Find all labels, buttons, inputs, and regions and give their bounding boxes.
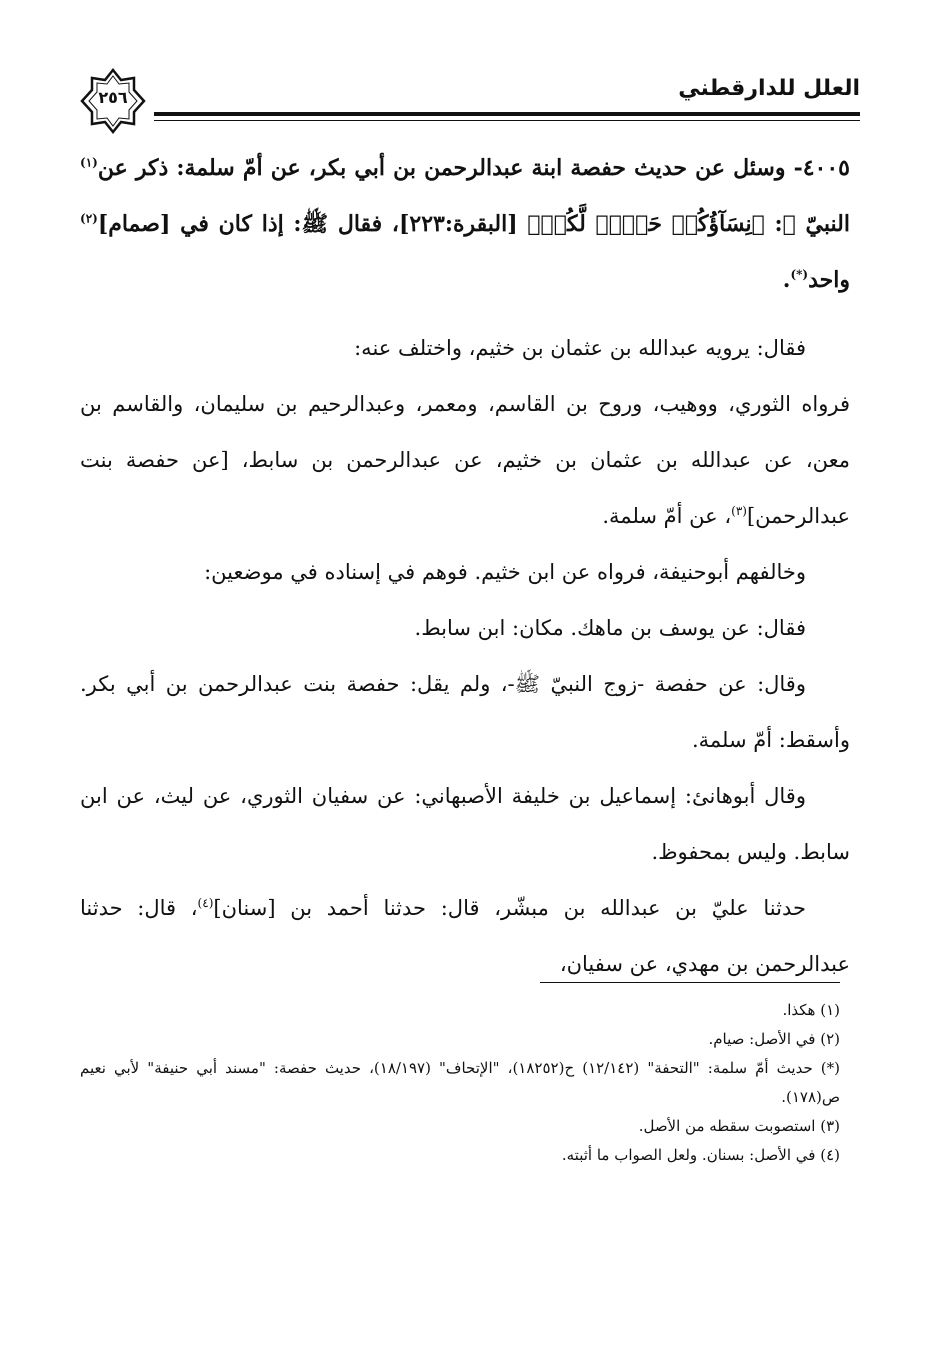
footnotes [80,996,840,1170]
hadith-question-end: . [782,267,791,293]
page-header [80,68,860,128]
footnote-4: (٤) في الأصل: بسنان. ولعل الصواب ما أثبته. [561,1146,840,1164]
hadith-question-paragraph [80,140,850,308]
hadith-question-text-2: النبيّ ﷺ: ﴿نِسَآؤُكُمۡ حَرۡثٞ لَّكُمۡ﴾ [البقرة:٢٢٣]، فقال ﷺ: إذا كان في [صمام] [97,211,850,237]
narrators-text-end: ، عن أمّ سلمة. [602,504,732,528]
main-text [80,140,850,992]
footnote-ref-2: (٢) [80,211,98,226]
isnad-paragraph [80,880,850,992]
yusuf-paragraph: فقال: عن يوسف بن ماهك. مكان: ابن سابط. [414,616,806,640]
footnote-ref-4: (٤) [197,896,214,910]
answer-paragraph: فقال: يرويه عبدالله بن عثمان بن خثيم، واختلف عنه: [354,336,806,360]
footnote-ref-3: (٣) [731,504,747,518]
abu-hanifa-paragraph: وخالفهم أبوحنيفة، فرواه عن ابن خثيم. فوهم في إسناده في موضعين: [204,560,806,584]
hadith-number: ٤٠٠٥ [802,155,850,181]
isnad-text: حدثنا عليّ بن عبدالله بن مبشّر، قال: حدثنا أحمد بن [سنان] [213,896,806,920]
abu-hani-paragraph: وقال أبوهانئ: إسماعيل بن خليفة الأصبهاني: عن سفيان الثوري، عن ليث، عن ابن سابط. وليس بمحفوظ. [80,784,850,864]
footnote-2: (٢) في الأصل: صيام. [708,1030,840,1048]
footnote-1: (١) هكذا. [782,1001,840,1019]
narrators-text: فرواه الثوري، ووهيب، وروح بن القاسم، ومعمر، وعبدالرحيم بن سليمان، والقاسم بن معن، عن عبدالله بن عثمان بن خثيم، عن عبدالرحمن بن سابط، [عن حفصة بنت عبدالرحمن] [80,392,850,528]
footnote-star: (*) حديث أمّ سلمة: "التحفة" (١٢/١٤٢) ح(١٨٢٥٢)، "الإتحاف" (١٨/١٩٧)، حديث حفصة: "مسند أبي حنيفة" لأبي نعيم ص(١٧٨). [80,1059,840,1106]
narrators-paragraph [80,376,850,544]
running-title: العلل للدارقطني [678,76,860,101]
hafsa-paragraph: وقال: عن حفصة -زوج النبيّ ﷺ-، ولم يقل: حفصة بنت عبدالرحمن بن أبي بكر. وأسقط: أمّ سلمة. [80,672,850,752]
page-number: ٢٥٦ [98,88,128,107]
footnote-separator [540,982,840,983]
hadith-question-text: - وسئل عن حديث حفصة ابنة عبدالرحمن بن أبي بكر، عن أمّ سلمة: ذكر عن [97,155,803,181]
header-rule-thick [154,112,860,116]
header-rule-thin [154,120,860,121]
footnote-3: (٣) استصوبت سقطه من الأصل. [638,1117,840,1135]
footnote-ref-1: (١) [80,155,98,170]
footnote-ref-star: (*) [790,267,809,282]
isnad-text-end: ، قال: حدثنا عبدالرحمن بن مهدي، عن سفيان، [80,896,850,976]
hadith-question-text-3: واحد [808,267,850,293]
